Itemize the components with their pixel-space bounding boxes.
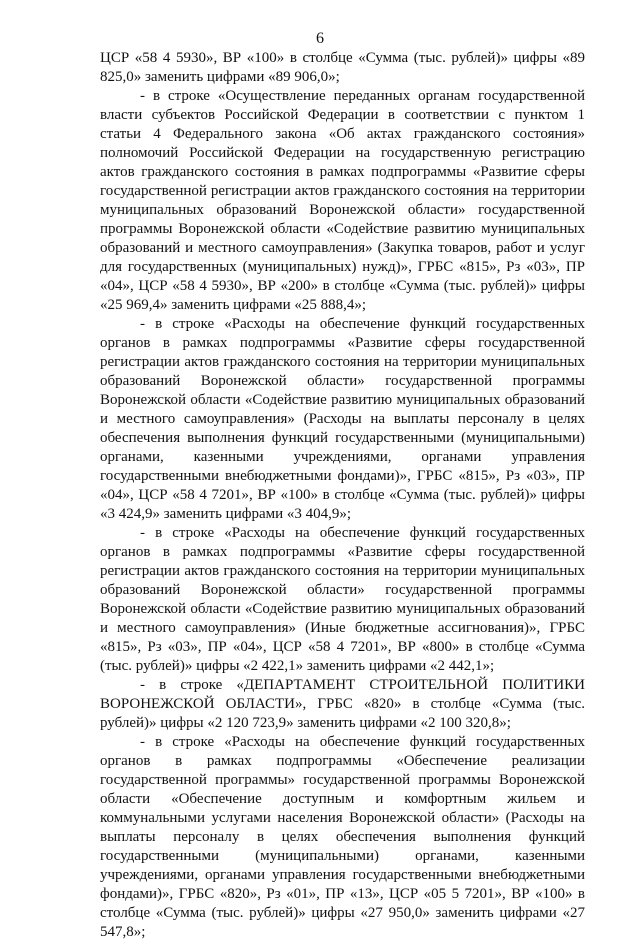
document-body <box>100 49 585 942</box>
paragraph-item: - в строке «Осуществление переданных органам государственной власти субъектов Российской Федерации в соответствии с пунктом 1 статьи 4 Федерального закона «Об актах гражданского состояния» полномочий Российской Федерации на государственную регистрацию актов гражданского состояния в рамках подпрограммы «Развитие сферы государственной регистрации актов гражданского состояния на территории муниципальных образований Воронежской области» государственной программы Воронежской области «Содействие развитию муниципальных образований и местного самоуправления» (Закупка товаров, работ и услуг для государственных (муниципальных) нужд)», ГРБС «815», Рз «03», ПР «04», ЦСР «58 4 5930», ВР «200» в столбце «Сумма (тыс. рублей)» цифры «25 969,4» заменить цифрами «25 888,4»; <box>100 88 585 313</box>
paragraph-item: - в строке «ДЕПАРТАМЕНТ СТРОИТЕЛЬНОЙ ПОЛИТИКИ ВОРОНЕЖСКОЙ ОБЛАСТИ», ГРБС «820» в столбце «Сумма (тыс. рублей)» цифры «2 120 723,9» заменить цифрами «2 100 320,8»; <box>100 677 585 731</box>
paragraph-continuation: ЦСР «58 4 5930», ВР «100» в столбце «Сумма (тыс. рублей)» цифры «89 825,0» заменить цифрами «89 906,0»; <box>100 50 585 85</box>
page-number: 6 <box>316 30 324 47</box>
paragraph-item: - в строке «Расходы на обеспечение функций государственных органов в рамках подпрограммы «Развитие сферы государственной регистрации актов гражданского состояния на территории муниципальных образований Воронежской области» государственной программы Воронежской области «Содействие развитию муниципальных образований и местного самоуправления» (Иные бюджетные ассигнования)», ГРБС «815», Рз «03», ПР «04», ЦСР «58 4 7201», ВР «800» в столбце «Сумма (тыс. рублей)» цифры «2 422,1» заменить цифрами «2 442,1»; <box>100 525 585 674</box>
paragraph-item: - в строке «Расходы на обеспечение функций государственных органов в рамках подпрограммы «Развитие сферы государственной регистрации актов гражданского состояния на территории муниципальных образований Воронежской области» государственной программы Воронежской области «Содействие развитию муниципальных образований и местного самоуправления» (Расходы на выплаты персоналу в целях обеспечения выполнения функций государственными (муниципальными) органами, казенными учреждениями, органами управления государственными внебюджетными фондами)», ГРБС «815», Рз «03», ПР «04», ЦСР «58 4 7201», ВР «100» в столбце «Сумма (тыс. рублей)» цифры «3 424,9» заменить цифрами «3 404,9»; <box>100 316 585 522</box>
paragraph-item: - в строке «Расходы на обеспечение функций государственных органов в рамках подпрограммы «Обеспечение реализации государственной программы» государственной программы Воронежской области «Обеспечение доступным и комфортным жильем и коммунальными услугами населения Воронежской области» (Расходы на выплаты персоналу в целях обеспечения выполнения функций государственными (муниципальными) органами, казенными учреждениями, органами управления государственными внебюджетными фондами)», ГРБС «820», Рз «01», ПР «13», ЦСР «05 5 7201», ВР «100» в столбце «Сумма (тыс. рублей)» цифры «27 950,0» заменить цифрами «27 547,8»; <box>100 734 585 940</box>
